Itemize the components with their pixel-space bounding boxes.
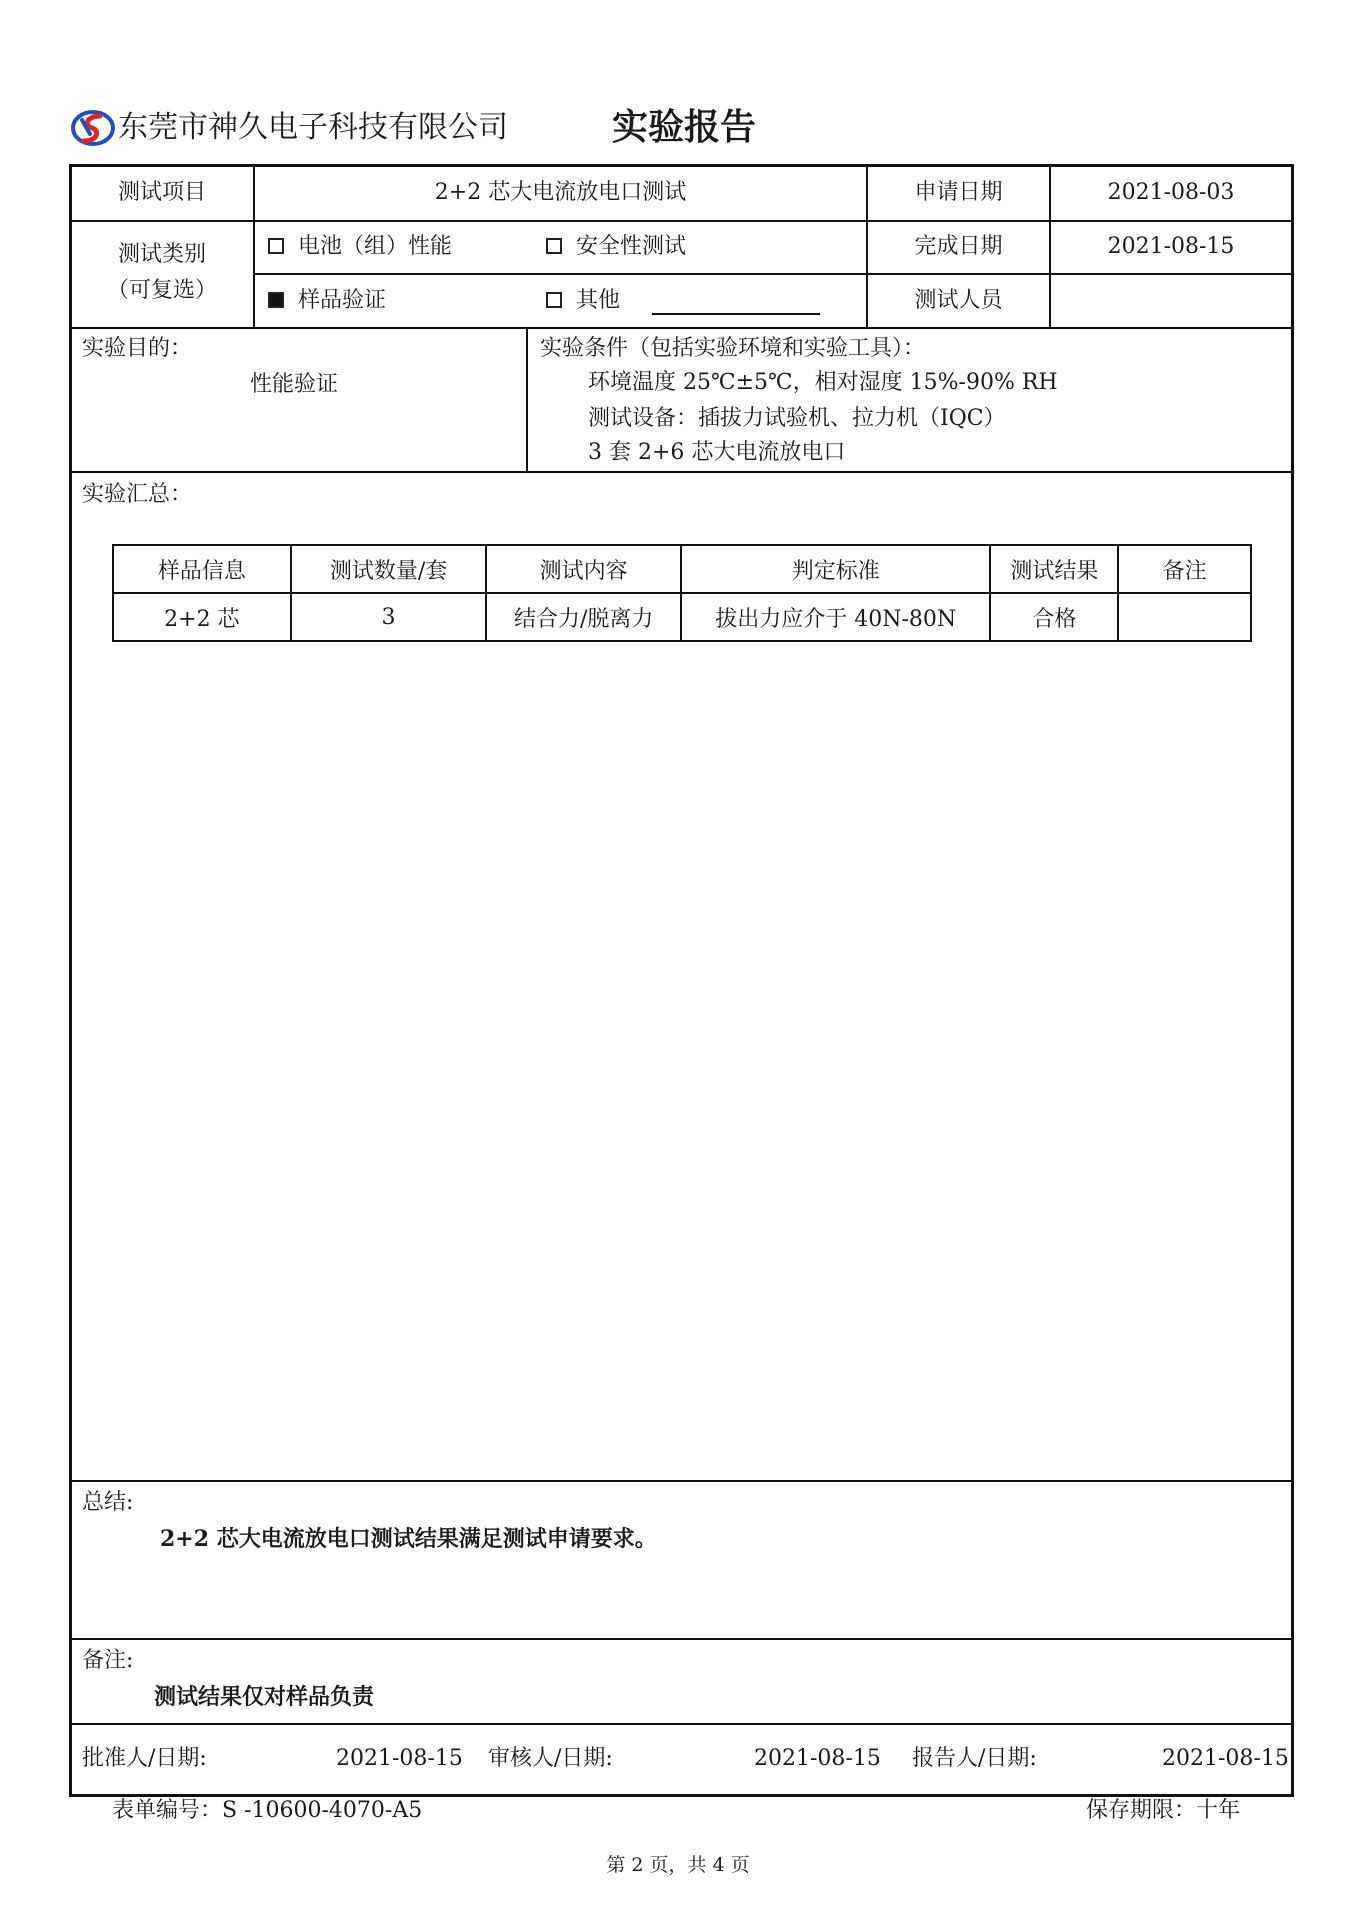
report-title: 实验报告 bbox=[612, 106, 757, 148]
table-header-cell: 判定标准 bbox=[681, 545, 990, 593]
checkbox-unchecked-icon[interactable] bbox=[546, 238, 562, 254]
option-other[interactable]: 其他 bbox=[546, 288, 620, 314]
summary-table bbox=[112, 544, 1252, 642]
sj-swirl-logo-icon bbox=[70, 108, 116, 148]
checkbox-checked-icon[interactable] bbox=[268, 292, 284, 308]
purpose-value: 性能验证 bbox=[250, 372, 339, 397]
option-sample-verification[interactable]: 样品验证 bbox=[268, 288, 386, 314]
table-header-cell: 测试内容 bbox=[486, 545, 681, 593]
apply-date-label: 申请日期 bbox=[914, 180, 1003, 205]
reviewer-label: 审核人/日期: bbox=[488, 1746, 613, 1771]
purpose-label: 实验目的： bbox=[82, 336, 193, 361]
table-header-row bbox=[113, 545, 1251, 593]
test-item-value: 2+2 芯大电流放电口测试 bbox=[434, 180, 687, 205]
conclusion-label: 总结: bbox=[82, 1490, 134, 1515]
table-header-cell: 样品信息 bbox=[113, 545, 291, 593]
reviewer-date: 2021-08-15 bbox=[754, 1746, 881, 1771]
conditions-label: 实验条件（包括实验环境和实验工具）： bbox=[540, 336, 926, 361]
other-blank-line[interactable] bbox=[652, 313, 820, 315]
apply-date-value: 2021-08-03 bbox=[1107, 180, 1235, 205]
form-number: 表单编号：S -10600-4070-A5 bbox=[112, 1798, 423, 1823]
remark-text: 测试结果仅对样品负责 bbox=[154, 1684, 375, 1710]
remark-label: 备注: bbox=[82, 1648, 134, 1673]
option-battery-performance[interactable]: 电池（组）性能 bbox=[268, 234, 452, 260]
table-cell: 3 bbox=[291, 593, 487, 641]
checkbox-unchecked-icon[interactable] bbox=[268, 238, 284, 254]
conditions-line: 环境温度 25℃±5℃，相对湿度 15%-90% RH bbox=[588, 370, 1058, 395]
table-cell bbox=[1118, 593, 1251, 641]
table-cell: 结合力/脱离力 bbox=[486, 593, 681, 641]
company-name: 东莞市神久电子科技有限公司 bbox=[118, 110, 508, 145]
reporter-date: 2021-08-15 bbox=[1162, 1746, 1289, 1771]
table-cell: 合格 bbox=[990, 593, 1118, 641]
category-label: 测试类别 bbox=[117, 242, 206, 267]
checkbox-unchecked-icon[interactable] bbox=[546, 292, 562, 308]
table-cell: 2+2 芯 bbox=[113, 593, 291, 641]
test-item-label: 测试项目 bbox=[117, 180, 206, 205]
summary-label: 实验汇总： bbox=[82, 482, 193, 507]
conditions-line: 3 套 2+6 芯大电流放电口 bbox=[588, 440, 846, 465]
table-row bbox=[113, 593, 1251, 641]
conditions-line: 测试设备：插拔力试验机、拉力机（IQC） bbox=[588, 406, 1006, 431]
category-label-note: （可复选） bbox=[106, 278, 217, 303]
page-number: 第 2 页，共 4 页 bbox=[606, 1854, 750, 1876]
option-safety-test[interactable]: 安全性测试 bbox=[546, 234, 686, 260]
reporter-label: 报告人/日期: bbox=[912, 1746, 1037, 1771]
tester-label: 测试人员 bbox=[914, 288, 1003, 313]
finish-date-value: 2021-08-15 bbox=[1107, 234, 1235, 259]
approver-label: 批准人/日期: bbox=[82, 1746, 207, 1771]
table-header-cell: 备注 bbox=[1118, 545, 1251, 593]
table-cell: 拔出力应介于 40N-80N bbox=[681, 593, 990, 641]
approver-date: 2021-08-15 bbox=[336, 1746, 463, 1771]
table-header-cell: 测试结果 bbox=[990, 545, 1118, 593]
finish-date-label: 完成日期 bbox=[914, 234, 1003, 259]
table-header-cell: 测试数量/套 bbox=[291, 545, 487, 593]
conclusion-text: 2+2 芯大电流放电口测试结果满足测试申请要求。 bbox=[160, 1526, 657, 1552]
company-logo bbox=[70, 108, 116, 148]
retention-period: 保存期限：十年 bbox=[1086, 1798, 1241, 1823]
